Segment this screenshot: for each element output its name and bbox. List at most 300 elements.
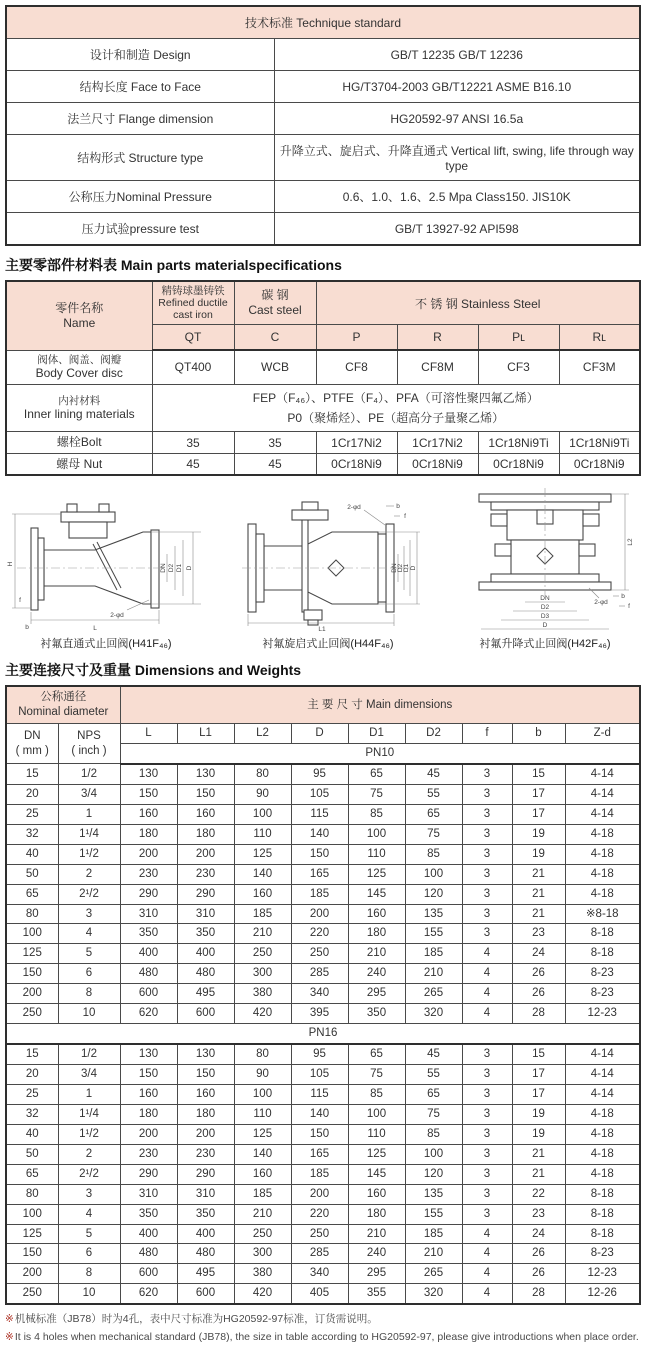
cell: 230 — [120, 864, 177, 884]
dim-label-l1: L1 — [318, 626, 326, 633]
footnote-mark: ※ — [5, 1331, 14, 1344]
cell: 140 — [234, 864, 291, 884]
cell: 35 — [152, 432, 234, 453]
table-row — [6, 1164, 640, 1184]
row-label — [6, 350, 152, 384]
cell: 380 — [234, 1264, 291, 1284]
col-header-f: f — [462, 724, 512, 744]
cell: 4-18 — [565, 1164, 640, 1184]
tech-standard-table — [5, 5, 641, 246]
cell: 0Cr18Ni9 — [397, 453, 478, 475]
header-en: Cast steel — [248, 303, 302, 318]
figure-caption: 衬氟升降式止回阀(H42F₄₆) — [479, 638, 611, 651]
col-header-zd: Z-d — [565, 724, 640, 744]
cell: 115 — [291, 804, 348, 824]
table-row — [6, 1084, 640, 1104]
row-value: HG/T3704-2003 GB/T12221 ASME B16.10 — [274, 71, 640, 103]
cell: 4 — [462, 964, 512, 984]
cell: CF8M — [397, 350, 478, 384]
cell: 50 — [6, 864, 58, 884]
cell: 350 — [177, 1204, 234, 1224]
dim-label-hole: 2-φd — [594, 599, 608, 607]
cell: 125 — [6, 1224, 58, 1244]
cell: 220 — [291, 924, 348, 944]
materials-body — [6, 281, 640, 475]
cell: 185 — [405, 1224, 462, 1244]
cell: 23 — [512, 924, 565, 944]
cell: 8-23 — [565, 964, 640, 984]
table-row — [6, 864, 640, 884]
cell: 135 — [405, 904, 462, 924]
cell: 105 — [291, 784, 348, 804]
cell: 290 — [120, 1164, 177, 1184]
cell: 185 — [291, 1164, 348, 1184]
valve-drawing-h44f46-swing-section — [234, 498, 422, 632]
col-header-l2: L2 — [234, 724, 291, 744]
tech-standard-body — [6, 6, 640, 245]
cell: 32 — [6, 824, 58, 844]
cell: 15 — [6, 764, 58, 784]
row-label — [6, 453, 152, 475]
cell: 1/2 — [58, 764, 120, 784]
cell: 600 — [177, 1004, 234, 1024]
dn-header — [6, 724, 58, 764]
cell: 22 — [512, 1184, 565, 1204]
lining-line: FEP（F₄₆）、PTFE（F₄）、PFA（可溶性聚四氟乙烯） — [252, 390, 539, 405]
cell: 160 — [234, 884, 291, 904]
cell: 125 — [348, 864, 405, 884]
cell: 12-26 — [565, 1284, 640, 1304]
cell: 125 — [234, 844, 291, 864]
dim-label-b: b — [396, 503, 400, 511]
cell: 130 — [120, 764, 177, 784]
cell: 45 — [152, 453, 234, 475]
cell: 17 — [512, 1065, 565, 1085]
cell: 2¹/2 — [58, 884, 120, 904]
cell: 2 — [58, 1144, 120, 1164]
figure-caption: 衬氟直通式止回阀(H41F₄₆) — [40, 638, 172, 651]
cell: 160 — [177, 804, 234, 824]
cell: 1Cr17Ni2 — [316, 432, 397, 453]
cell: 85 — [405, 844, 462, 864]
header-zh: 碳 钢 — [261, 288, 289, 303]
cell: 180 — [120, 824, 177, 844]
footnote-en-text: It is 4 holes when mechanical standard (JB78), the size in table according to HG20592-97, please give introductions when place order. — [14, 1331, 639, 1344]
row-label: 法兰尺寸 Flange dimension — [6, 103, 274, 135]
cell: 21 — [512, 904, 565, 924]
cell: 265 — [405, 1264, 462, 1284]
cell: 8-18 — [565, 1184, 640, 1204]
cell: 3 — [462, 884, 512, 904]
pn16-band: PN16 — [6, 1024, 640, 1044]
materials-name-header — [6, 281, 152, 350]
materials-table — [5, 280, 641, 476]
cell: 300 — [234, 1244, 291, 1264]
cell: 1/2 — [58, 1044, 120, 1064]
table-row — [6, 844, 640, 864]
header-line: NPS — [77, 729, 101, 742]
cell: 210 — [234, 1204, 291, 1224]
cell: 100 — [234, 1084, 291, 1104]
cell: 3 — [462, 844, 512, 864]
cell: 600 — [177, 1284, 234, 1304]
cell: 3 — [462, 804, 512, 824]
cell: 295 — [348, 984, 405, 1004]
table-row — [6, 1264, 640, 1284]
cell: 350 — [348, 1004, 405, 1024]
table-row — [6, 984, 640, 1004]
figure-h44 — [234, 498, 422, 651]
cell: 32 — [6, 1104, 58, 1124]
dim-label-f: f — [19, 597, 21, 605]
cell: 4-18 — [565, 864, 640, 884]
cell: 200 — [6, 984, 58, 1004]
table-row — [6, 686, 640, 723]
cell: 8-18 — [565, 944, 640, 964]
cell: 3 — [462, 1124, 512, 1144]
cell: 4 — [462, 984, 512, 1004]
footnote-en — [5, 1329, 641, 1347]
row-value: 0.6、1.0、1.6、2.5 Mpa Class150. JIS10K — [274, 181, 640, 213]
cell: 3 — [462, 924, 512, 944]
cell: 20 — [6, 1065, 58, 1085]
table-row — [6, 824, 640, 844]
cell: 240 — [348, 964, 405, 984]
cell: 4-14 — [565, 804, 640, 824]
table-row — [6, 884, 640, 904]
cell: 110 — [234, 1104, 291, 1124]
cell: 250 — [291, 1224, 348, 1244]
cell: 3 — [462, 784, 512, 804]
cell: 120 — [405, 1164, 462, 1184]
label-zh: 阀体、阀盖、阀瓣 — [37, 353, 122, 366]
cell: 6 — [58, 1244, 120, 1264]
cell: 6 — [58, 964, 120, 984]
cell: 290 — [177, 1164, 234, 1184]
cell: 20 — [6, 784, 58, 804]
cell: 28 — [512, 1284, 565, 1304]
cell: 600 — [120, 984, 177, 1004]
dim-label-b: b — [621, 593, 625, 601]
cell: 35 — [234, 432, 316, 453]
table-row — [6, 924, 640, 944]
cell: 125 — [348, 1144, 405, 1164]
cell: 4-18 — [565, 1144, 640, 1164]
cell: 55 — [405, 1065, 462, 1085]
table-row — [6, 135, 640, 181]
cell: 620 — [120, 1284, 177, 1304]
cell: 2 — [58, 864, 120, 884]
cell: 130 — [177, 1044, 234, 1064]
header-line: ( inch ) — [71, 744, 107, 757]
table-row — [6, 432, 640, 453]
label-en: Inner lining materials — [23, 407, 135, 422]
cell: 100 — [234, 804, 291, 824]
cell: 24 — [512, 1224, 565, 1244]
cell: 145 — [348, 1164, 405, 1184]
cell: 4-14 — [565, 1044, 640, 1064]
cell: 65 — [6, 1164, 58, 1184]
cell: 8-18 — [565, 924, 640, 944]
cell: 185 — [405, 944, 462, 964]
cell: 155 — [405, 924, 462, 944]
cell: 185 — [234, 1184, 291, 1204]
table-row — [6, 904, 640, 924]
cell: 135 — [405, 1184, 462, 1204]
cell: 150 — [120, 1065, 177, 1085]
label-en: Body Cover disc — [35, 366, 123, 381]
cell: 125 — [6, 944, 58, 964]
cell: 300 — [234, 964, 291, 984]
table-row — [6, 764, 640, 784]
header-line: DN — [23, 729, 41, 742]
cell: 150 — [177, 784, 234, 804]
cell: 10 — [58, 1004, 120, 1024]
materials-c-header — [234, 281, 316, 325]
table-row — [6, 944, 640, 964]
cell: 80 — [234, 1044, 291, 1064]
cell: 3 — [462, 764, 512, 784]
cell: 100 — [6, 1204, 58, 1224]
cell: 65 — [405, 1084, 462, 1104]
cell: 285 — [291, 964, 348, 984]
cell: 15 — [512, 1044, 565, 1064]
cell: 480 — [120, 1244, 177, 1264]
cell: 150 — [291, 1124, 348, 1144]
cell: 350 — [120, 924, 177, 944]
table-row — [6, 1104, 640, 1124]
table-row — [6, 804, 640, 824]
table-row — [6, 384, 640, 432]
cell: 340 — [291, 1264, 348, 1284]
col-header-l: L — [120, 724, 177, 744]
cell: 3 — [462, 1164, 512, 1184]
table-row — [6, 1144, 640, 1164]
cell: 100 — [348, 824, 405, 844]
cell: 12-23 — [565, 1264, 640, 1284]
cell: 200 — [291, 904, 348, 924]
cell: 620 — [120, 1004, 177, 1024]
cell: 105 — [291, 1065, 348, 1085]
materials-qt-header — [152, 281, 234, 325]
table-row — [6, 1065, 640, 1085]
cell: 80 — [6, 904, 58, 924]
cell: 0Cr18Ni9 — [478, 453, 559, 475]
row-label: 结构形式 Structure type — [6, 135, 274, 181]
cell: 3 — [462, 1184, 512, 1204]
cell: 75 — [348, 1065, 405, 1085]
cell: 1 — [58, 804, 120, 824]
table-row — [6, 1284, 640, 1304]
cell: 19 — [512, 1124, 565, 1144]
grade-c: C — [234, 325, 316, 351]
cell: 400 — [120, 1224, 177, 1244]
header-zh: 精铸球墨铸铁 — [161, 285, 225, 297]
materials-section-title: 主要零部件材料表 Main parts materialspecifications — [5, 257, 342, 273]
cell: 65 — [348, 764, 405, 784]
row-label — [6, 384, 152, 432]
cell: 1¹/4 — [58, 824, 120, 844]
cell: 290 — [177, 884, 234, 904]
pn16-band-row — [6, 1024, 640, 1044]
col-header-d: D — [291, 724, 348, 744]
dim-label-d3: D3 — [540, 613, 550, 621]
cell: 8-23 — [565, 984, 640, 1004]
cell: 21 — [512, 1144, 565, 1164]
col-header-l1: L1 — [177, 724, 234, 744]
dim-label-d: D — [186, 565, 193, 571]
cell: 25 — [6, 1084, 58, 1104]
cell: 4-18 — [565, 1104, 640, 1124]
cell: 250 — [234, 944, 291, 964]
cell: 3 — [462, 824, 512, 844]
cell: 25 — [6, 804, 58, 824]
cell: 340 — [291, 984, 348, 1004]
nps-header — [58, 724, 120, 764]
row-value: 升降立式、旋启式、升降直通式 Vertical lift, swing, life through way type — [274, 135, 640, 181]
row-label — [6, 432, 152, 453]
cell: 115 — [291, 1084, 348, 1104]
cell: 220 — [291, 1204, 348, 1224]
col-header-d1: D1 — [348, 724, 405, 744]
dim-label-h: H — [7, 561, 14, 567]
pn10-band: PN10 — [120, 744, 640, 764]
header-en: Refined ductile cast iron — [158, 297, 228, 322]
cell: 165 — [291, 864, 348, 884]
cell: 100 — [405, 864, 462, 884]
cell: 160 — [177, 1084, 234, 1104]
cell: 1Cr18Ni9Ti — [559, 432, 640, 453]
row-label: 设计和制造 Design — [6, 39, 274, 71]
cell: 355 — [348, 1284, 405, 1304]
cell: 210 — [348, 1224, 405, 1244]
lining-materials-cell — [152, 384, 640, 432]
cell: 90 — [234, 1065, 291, 1085]
cell: 4 — [58, 924, 120, 944]
cell: 400 — [120, 944, 177, 964]
cell: 21 — [512, 884, 565, 904]
cell: 405 — [291, 1284, 348, 1304]
cell: 8 — [58, 984, 120, 1004]
cell: 420 — [234, 1004, 291, 1024]
footnote-mark: ※ — [5, 1313, 14, 1326]
grade-rl: Rʟ — [559, 325, 640, 351]
cell: 140 — [234, 1144, 291, 1164]
table-row — [6, 6, 640, 39]
cell: 320 — [405, 1004, 462, 1024]
cell: 4 — [58, 1204, 120, 1224]
cell: 4-14 — [565, 1084, 640, 1104]
cell: 21 — [512, 864, 565, 884]
cell: 5 — [58, 1224, 120, 1244]
cell: 150 — [291, 844, 348, 864]
row-value: GB/T 12235 GB/T 12236 — [274, 39, 640, 71]
cell: 180 — [177, 824, 234, 844]
row-value: HG20592-97 ANSI 16.5a — [274, 103, 640, 135]
cell: 80 — [6, 1184, 58, 1204]
dim-label-d1: D1 — [403, 564, 410, 573]
dim-label-b: b — [25, 624, 29, 632]
cell: 150 — [120, 784, 177, 804]
materials-stainless-header: 不 锈 钢 Stainless Steel — [316, 281, 640, 325]
cell: 265 — [405, 984, 462, 1004]
cell: 1¹/2 — [58, 1124, 120, 1144]
cell: 8 — [58, 1264, 120, 1284]
figure-h42 — [449, 484, 641, 651]
table-row — [6, 1244, 640, 1264]
cell: 75 — [405, 1104, 462, 1124]
dim-label-f: f — [404, 513, 406, 521]
table-row — [6, 281, 640, 325]
cell: 3 — [462, 1144, 512, 1164]
cell: 19 — [512, 824, 565, 844]
cell: 110 — [348, 1124, 405, 1144]
cell: 3 — [462, 1204, 512, 1224]
cell: 180 — [120, 1104, 177, 1124]
table-row — [6, 103, 640, 135]
col-header-d2: D2 — [405, 724, 462, 744]
cell: 250 — [6, 1284, 58, 1304]
footnote-zh — [5, 1311, 641, 1329]
cell: 480 — [177, 964, 234, 984]
cell: 160 — [120, 1084, 177, 1104]
nominal-diameter-header — [6, 686, 120, 723]
row-value: GB/T 13927-92 API598 — [274, 213, 640, 246]
cell: 350 — [177, 924, 234, 944]
footnote-zh-text: 机械标准（JB78）时为4孔，表中尺寸标准为HG20592-97标准，订货需说明。 — [14, 1313, 378, 1326]
cell: 24 — [512, 944, 565, 964]
cell: 17 — [512, 784, 565, 804]
cell: 210 — [348, 944, 405, 964]
cell: 45 — [234, 453, 316, 475]
cell: 3 — [58, 1184, 120, 1204]
lining-line: P0（聚烯烃）、PE（超高分子量聚乙烯） — [287, 411, 505, 426]
col-header-b: b — [512, 724, 565, 744]
cell: 150 — [6, 964, 58, 984]
cell: 4 — [462, 1224, 512, 1244]
cell: 4-18 — [565, 824, 640, 844]
cell: 15 — [6, 1044, 58, 1064]
valve-drawing-h42f46-lift-section — [449, 484, 641, 632]
cell: 19 — [512, 844, 565, 864]
footnotes — [5, 1311, 641, 1347]
table-row — [6, 1044, 640, 1064]
cell: 230 — [120, 1144, 177, 1164]
table-row — [6, 1204, 640, 1224]
cell: CF3M — [559, 350, 640, 384]
cell: 180 — [177, 1104, 234, 1124]
cell: 165 — [291, 1144, 348, 1164]
dim-label-d2: D2 — [168, 564, 175, 573]
cell: 100 — [6, 924, 58, 944]
cell: CF3 — [478, 350, 559, 384]
grade-qt: QT — [152, 325, 234, 351]
cell: 250 — [291, 944, 348, 964]
cell: 3/4 — [58, 1065, 120, 1085]
header-en: Nominal diameter — [18, 706, 109, 719]
cell: 495 — [177, 984, 234, 1004]
cell: 200 — [120, 844, 177, 864]
cell: 160 — [234, 1164, 291, 1184]
cell: 1¹/4 — [58, 1104, 120, 1124]
cell: 28 — [512, 1004, 565, 1024]
row-label: 结构长度 Face to Face — [6, 71, 274, 103]
cell: 290 — [120, 884, 177, 904]
dim-label-dn: DN — [391, 563, 398, 573]
table-row — [6, 213, 640, 246]
table-row — [6, 1184, 640, 1204]
cell: 3 — [462, 1044, 512, 1064]
